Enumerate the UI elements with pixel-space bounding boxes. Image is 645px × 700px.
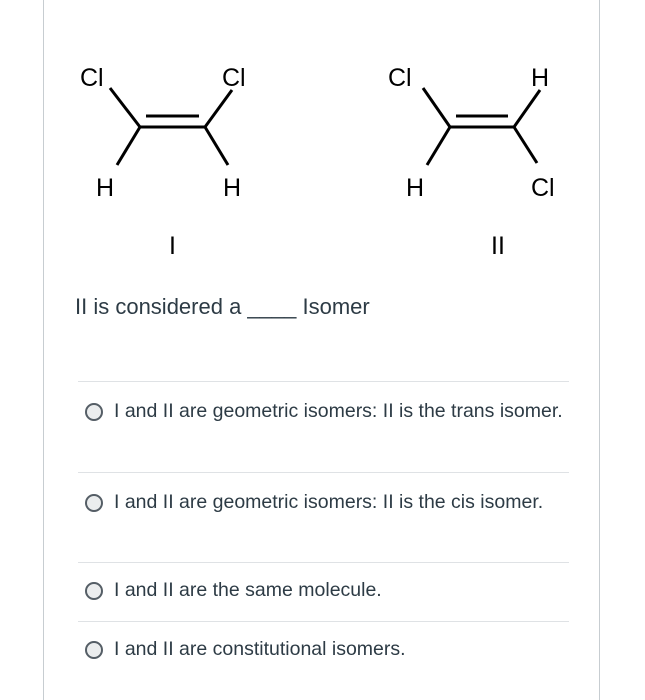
answer-label: I and II are the same molecule. (114, 579, 382, 601)
question-text: II is considered a ____ Isomer (75, 294, 370, 319)
atom-label: H (531, 64, 550, 92)
answer-label: I and II are geometric isomers: II is the cis isomer. (114, 491, 544, 513)
molecules-figure (0, 0, 645, 270)
answer-option[interactable] (78, 621, 569, 681)
atom-label: H (96, 174, 115, 202)
bond-c-cl-right (205, 90, 232, 127)
radio-button[interactable] (85, 494, 103, 512)
bond-c-h-left (117, 127, 140, 165)
molecule-label-ii: II (491, 232, 505, 260)
answer-option[interactable] (78, 472, 569, 562)
answer-option[interactable] (78, 562, 569, 621)
answer-option[interactable] (78, 381, 569, 472)
radio-button[interactable] (85, 403, 103, 421)
bond-c-h-right (205, 127, 228, 165)
molecule-label-i: I (169, 232, 176, 260)
bond-c-h-right (514, 90, 540, 127)
molecule-i (80, 64, 246, 260)
bond-c-h-left (427, 127, 450, 165)
answer-label: I and II are geometric isomers: II is the trans isomer. (114, 400, 563, 422)
radio-button[interactable] (85, 641, 103, 659)
atom-label: Cl (531, 174, 555, 202)
atom-label: Cl (222, 64, 246, 92)
answer-list (78, 381, 569, 681)
bond-cl-c-left (423, 88, 450, 127)
radio-button[interactable] (85, 582, 103, 600)
atom-label: Cl (388, 64, 412, 92)
atom-label: Cl (80, 64, 104, 92)
molecule-structures (0, 0, 645, 270)
bond-cl-c-left (110, 88, 140, 127)
atom-label: H (223, 174, 242, 202)
bond-c-cl-right (514, 127, 537, 163)
atom-label: H (406, 174, 425, 202)
molecule-ii (388, 64, 555, 260)
answer-label: I and II are constitutional isomers. (114, 638, 406, 660)
